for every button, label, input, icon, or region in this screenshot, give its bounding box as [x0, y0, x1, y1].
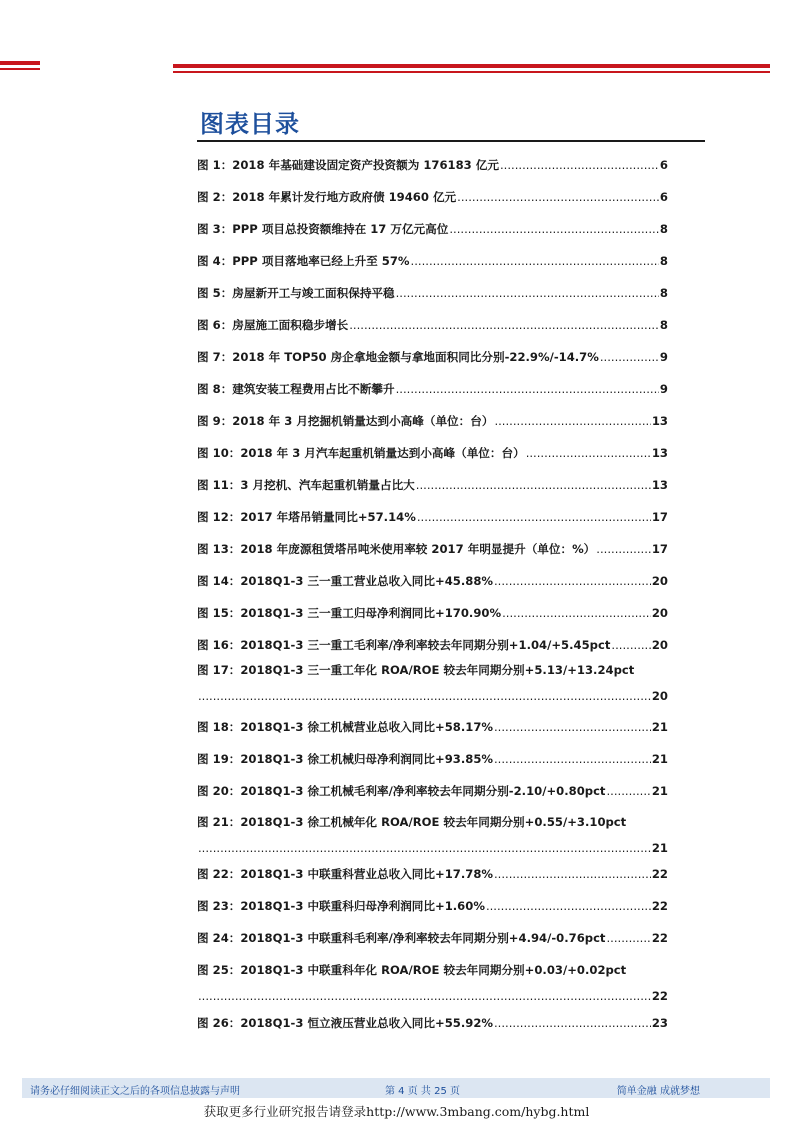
toc-leader-dots — [396, 381, 659, 397]
toc-entry-label: 图 17：2018Q1-3 三一重工年化 ROA/ROE 较去年同期分别+5.13/+13.24pct — [197, 663, 635, 677]
toc-entry-label: 图 15：2018Q1-3 三一重工归母净利润同比+170.90% — [197, 606, 502, 620]
toc-entry-label: 图 25：2018Q1-3 中联重科年化 ROA/ROE 较去年同期分别+0.03/+0.02pct — [197, 963, 627, 977]
header-rule-right — [173, 64, 770, 68]
toc-entry[interactable] — [197, 1015, 668, 1031]
toc-entry[interactable] — [197, 541, 668, 557]
toc-leader-dots — [596, 541, 651, 557]
toc-entry-label: 图 7：2018 年 TOP50 房企拿地金额与拿地面积同比分别-22.9%/-14.7% — [197, 350, 599, 364]
toc-entry[interactable] — [197, 189, 668, 205]
toc-entry[interactable] — [197, 253, 668, 269]
toc-entry-page: 21 — [651, 841, 668, 855]
toc-entry-label: 图 26：2018Q1-3 恒立液压营业总收入同比+55.92% — [197, 1016, 493, 1030]
header-rule-left — [0, 61, 40, 65]
toc-entry-page: 6 — [659, 190, 668, 204]
toc-leader-dots — [611, 637, 650, 653]
toc-entry-page: 8 — [659, 286, 668, 300]
toc-entry[interactable] — [197, 898, 668, 914]
toc-entry[interactable] — [197, 477, 668, 493]
toc-entry-page: 8 — [659, 318, 668, 332]
toc-entry[interactable] — [197, 509, 668, 525]
toc-entry-page: 20 — [651, 574, 668, 588]
toc-entry-label: 图 19：2018Q1-3 徐工机械归母净利润同比+93.85% — [197, 752, 493, 766]
toc-entry-label: 图 5：房屋新开工与竣工面积保持平稳 — [197, 286, 395, 300]
title-divider — [197, 140, 705, 142]
toc-entry[interactable] — [197, 381, 668, 397]
toc-entry[interactable] — [197, 751, 668, 767]
toc-entry-label: 图 9：2018 年 3 月挖掘机销量达到小高峰（单位：台） — [197, 414, 494, 428]
toc-entry-label: 图 13：2018 年庞源租赁塔吊吨米使用率较 2017 年明显提升（单位：%） — [197, 542, 596, 556]
toc-entry-page: 20 — [651, 689, 668, 703]
toc-entry-label: 图 6：房屋施工面积稳步增长 — [197, 318, 349, 332]
toc-entry[interactable] — [197, 719, 668, 735]
toc-entry[interactable] — [197, 413, 668, 429]
toc-entry[interactable] — [197, 317, 668, 333]
toc-entry[interactable] — [197, 962, 668, 1004]
footer-slogan: 简单金融 成就梦想 — [616, 1086, 700, 1097]
toc-entry-page: 9 — [659, 350, 668, 364]
toc-entry-label: 图 18：2018Q1-3 徐工机械营业总收入同比+58.17% — [197, 720, 493, 734]
toc-entry-label: 图 4：PPP 项目落地率已经上升至 57% — [197, 254, 410, 268]
toc-entry[interactable] — [197, 930, 668, 946]
toc-entry-page: 8 — [659, 222, 668, 236]
toc-entry-page: 22 — [651, 989, 668, 1003]
toc-entry-label: 图 12：2017 年塔吊销量同比+57.14% — [197, 510, 416, 524]
toc-entry[interactable] — [197, 637, 668, 653]
toc-leader-dots — [198, 688, 651, 704]
toc-entry[interactable] — [197, 814, 668, 856]
footer-page-info: 第 4 页 共 25 页 — [385, 1086, 460, 1097]
toc-leader-dots — [494, 573, 651, 589]
toc-entry-page: 21 — [651, 784, 668, 798]
page-title: 图表目录 — [200, 110, 300, 138]
toc-entry-page: 21 — [651, 720, 668, 734]
toc-entry-label: 图 11：3 月挖机、汽车起重机销量占比大 — [197, 478, 415, 492]
toc-entry[interactable] — [197, 445, 668, 461]
toc-entry-label: 图 8：建筑安装工程费用占比不断攀升 — [197, 382, 395, 396]
toc-leader-dots — [606, 930, 650, 946]
toc-leader-dots — [494, 413, 650, 429]
toc-entry-page: 13 — [651, 478, 668, 492]
toc-entry-page: 17 — [651, 510, 668, 524]
toc-entry-page: 17 — [651, 542, 668, 556]
toc-entry-page: 21 — [651, 752, 668, 766]
toc-leader-dots — [494, 866, 651, 882]
toc-leader-dots — [494, 1015, 651, 1031]
toc-leader-dots — [494, 751, 651, 767]
footer-disclaimer: 请务必仔细阅读正文之后的各项信息披露与声明 — [30, 1086, 240, 1097]
toc-leader-dots — [417, 509, 651, 525]
toc-leader-dots — [457, 189, 659, 205]
toc-leader-dots — [416, 477, 651, 493]
toc-leader-dots — [396, 285, 659, 301]
toc-entry-page: 9 — [659, 382, 668, 396]
toc-entry-label: 图 16：2018Q1-3 三一重工毛利率/净利率较去年同期分别+1.04/+5.45pct — [197, 638, 611, 652]
toc-leader-dots — [526, 445, 651, 461]
toc-entry-label: 图 22：2018Q1-3 中联重科营业总收入同比+17.78% — [197, 867, 493, 881]
toc-entry-page: 13 — [651, 414, 668, 428]
bottom-note[interactable]: 获取更多行业研究报告请登录http://www.3mbang.com/hybg.html — [203, 1104, 590, 1119]
toc-entry[interactable] — [197, 157, 668, 173]
toc-entry-page: 22 — [651, 899, 668, 913]
toc-leader-dots — [198, 988, 651, 1004]
toc-leader-dots — [606, 783, 650, 799]
toc-entry-label: 图 21：2018Q1-3 徐工机械年化 ROA/ROE 较去年同期分别+0.55/+3.10pct — [197, 815, 627, 829]
toc-entry[interactable] — [197, 349, 668, 365]
toc-entry-label: 图 1：2018 年基础建设固定资产投资额为 176183 亿元 — [197, 158, 499, 172]
toc-entry[interactable] — [197, 662, 668, 704]
toc-entry[interactable] — [197, 866, 668, 882]
toc-entry-page: 22 — [651, 867, 668, 881]
toc-leader-dots — [494, 719, 651, 735]
toc-entry[interactable] — [197, 221, 668, 237]
toc-entry[interactable] — [197, 783, 668, 799]
toc-leader-dots — [502, 605, 651, 621]
toc-entry-label: 图 24：2018Q1-3 中联重科毛利率/净利率较去年同期分别+4.94/-0.76pct — [197, 931, 606, 945]
toc-entry[interactable] — [197, 285, 668, 301]
toc-entry-page: 22 — [651, 931, 668, 945]
toc-entry-page: 8 — [659, 254, 668, 268]
toc-entry-page: 6 — [659, 158, 668, 172]
toc-leader-dots — [449, 221, 659, 237]
toc-leader-dots — [600, 349, 659, 365]
footer-bar — [22, 1078, 770, 1098]
toc-entry-label: 图 23：2018Q1-3 中联重科归母净利润同比+1.60% — [197, 899, 485, 913]
toc-entry[interactable] — [197, 605, 668, 621]
toc-entry[interactable] — [197, 573, 668, 589]
toc-leader-dots — [349, 317, 659, 333]
toc-leader-dots — [411, 253, 659, 269]
toc-leader-dots — [486, 898, 651, 914]
toc-entry-page: 20 — [651, 606, 668, 620]
toc-entry-page: 23 — [651, 1016, 668, 1030]
header-rule-left-thin — [0, 68, 40, 70]
toc-entry-label: 图 14：2018Q1-3 三一重工营业总收入同比+45.88% — [197, 574, 493, 588]
toc-leader-dots — [500, 157, 659, 173]
toc-leader-dots — [198, 840, 651, 856]
toc-entry-label: 图 2：2018 年累计发行地方政府债 19460 亿元 — [197, 190, 457, 204]
header-rule-right-thin — [173, 71, 770, 73]
toc-entry-page: 20 — [651, 638, 668, 652]
toc-entry-label: 图 10：2018 年 3 月汽车起重机销量达到小高峰（单位：台） — [197, 446, 525, 460]
toc-entry-label: 图 3：PPP 项目总投资额维持在 17 万亿元高位 — [197, 222, 449, 236]
toc-entry-label: 图 20：2018Q1-3 徐工机械毛利率/净利率较去年同期分别-2.10/+0.80pct — [197, 784, 606, 798]
toc-entry-page: 13 — [651, 446, 668, 460]
